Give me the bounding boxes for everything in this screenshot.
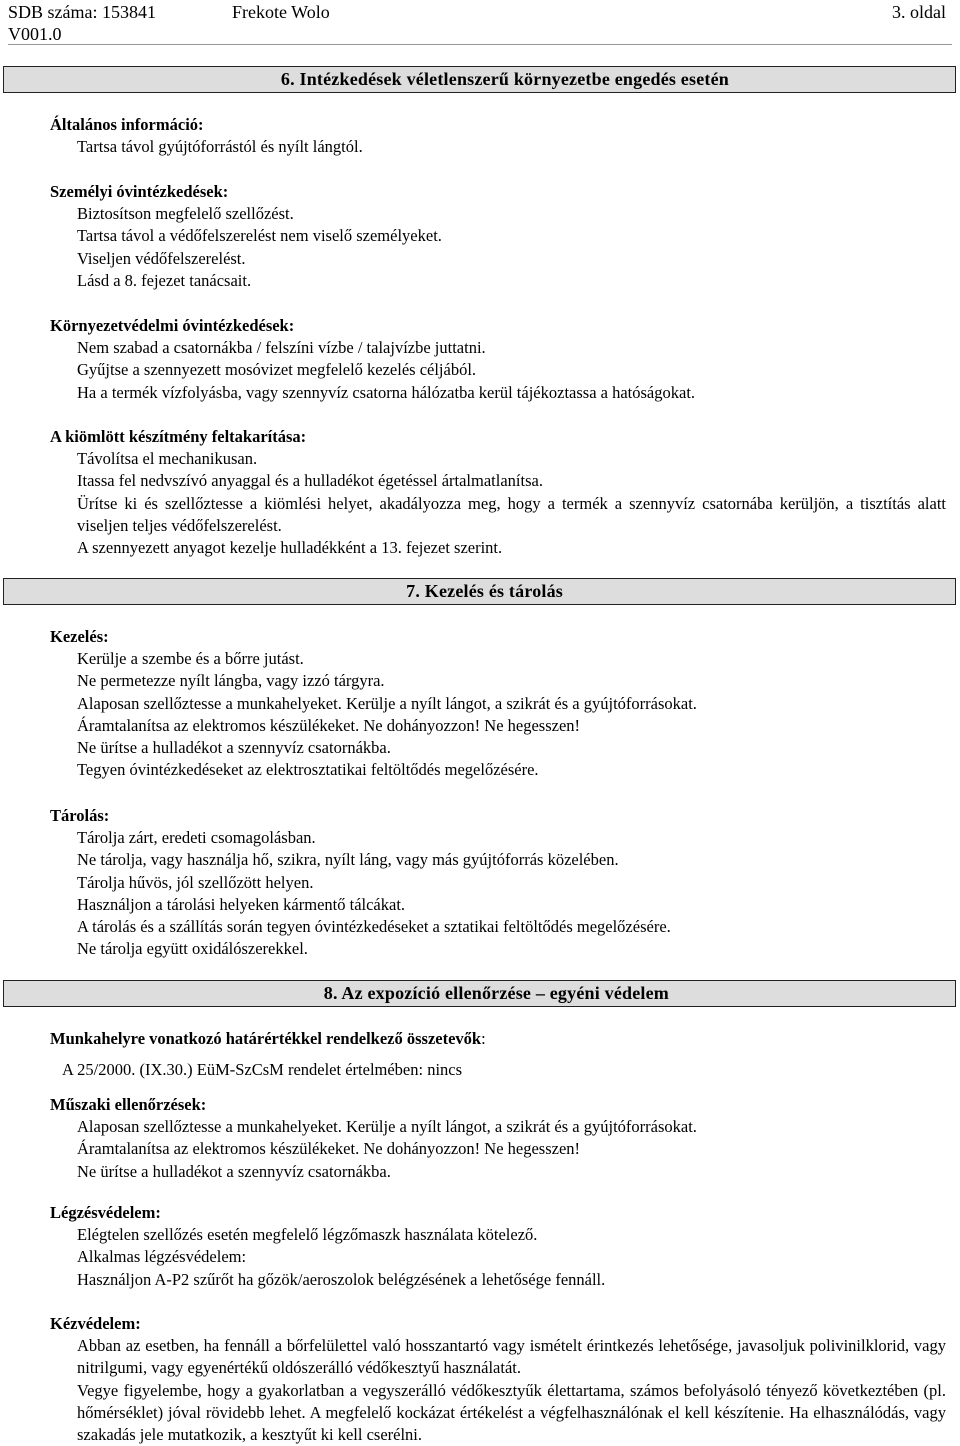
- text-line: Áramtalanítsa az elektromos készülékeket. Ne dohányozzon! Ne hegesszen!: [77, 715, 581, 735]
- section-8-title: 8. Az expozíció ellenőrzése – egyéni védelem: [323, 983, 669, 1003]
- storage-label: Tárolás:: [50, 806, 110, 825]
- text-line: Távolítsa el mechanikusan.: [77, 449, 258, 468]
- text-line: Tárolja zárt, eredeti csomagolásban.: [77, 828, 316, 847]
- general-info-label: Általános információ:: [50, 115, 204, 134]
- environmental-precautions-label: Környezetvédelmi óvintézkedések:: [50, 316, 295, 335]
- section-6-title: 6. Intézkedések véletlenszerű környezetbe engedés esetén: [280, 69, 729, 89]
- text-line: Ürítse ki és szellőztesse a kiömlési helyet, akadályozza meg, hogy a termék a szennyvíz csatornába kerüljön, a tisztítás alatt viseljen teljes védőfelszerelést.: [77, 493, 946, 535]
- hand-protection: [50, 1313, 946, 1446]
- general-info: [50, 114, 946, 158]
- text-line: Alaposan szellőztesse a munkahelyeket. Kerülje a nyílt lángot, a szikrát és a gyújtóforrásokat.: [77, 1117, 697, 1136]
- exposure-limits: [50, 1028, 946, 1082]
- personal-precautions-label: Személyi óvintézkedések:: [50, 182, 229, 201]
- text-line: Viseljen védőfelszerelést.: [77, 248, 246, 268]
- text-line: Ne permetezze nyílt lángba, vagy izzó tárgyra.: [77, 671, 385, 691]
- text-line: Ne ürítse a hulladékot a szennyvíz csatornákba.: [77, 1161, 391, 1181]
- hand-protection-label: Kézvédelem:: [50, 1314, 141, 1333]
- text-line: A 25/2000. (IX.30.) EüM-SzCsM rendelet értelmében: nincs: [62, 1060, 463, 1080]
- text-line: Alaposan szellőztesse a munkahelyeket. Kerülje a nyílt lángot, a szikrát és a gyújtóforrásokat.: [77, 693, 697, 713]
- text-line: Ne tárolja, vagy használja hő, szikra, nyílt láng, vagy más gyújtóforrás közelében.: [77, 850, 619, 870]
- section-6-heading: [3, 66, 956, 93]
- text-line: Nem szabad a csatornákba / felszíni vízbe / talajvízbe juttatni.: [77, 338, 486, 357]
- exposure-limits-colon: :: [481, 1029, 486, 1048]
- technical-controls: [50, 1094, 946, 1183]
- respiratory-protection-label: Légzésvédelem:: [50, 1203, 161, 1222]
- text-line: Tartsa távol gyújtóforrástól és nyílt lángtól.: [77, 137, 363, 156]
- text-line: Tartsa távol a védőfelszerelést nem viselő személyeket.: [77, 226, 442, 246]
- header-divider: [8, 44, 952, 45]
- text-line: Gyűjtse a szennyezett mosóvizet megfelelő kezelés céljából.: [77, 360, 477, 380]
- section-7-heading: [3, 578, 956, 605]
- section-7-title: 7. Kezelés és tárolás: [406, 581, 563, 601]
- text-line: Ha a termék vízfolyásba, vagy szennyvíz csatorna hálózatba kerül tájékoztassa a hatóságokat.: [77, 382, 696, 402]
- personal-precautions: [50, 181, 946, 292]
- text-line: Tegyen óvintézkedéseket az elektrosztatikai feltöltődés megelőzésére.: [77, 760, 539, 780]
- technical-controls-label: Műszaki ellenőrzések:: [50, 1095, 207, 1114]
- handling-label: Kezelés:: [50, 627, 109, 646]
- text-line: Kerülje a szembe és a bőrre jutást.: [77, 649, 304, 668]
- cleanup-label: A kiömlött készítmény feltakarítása:: [50, 427, 307, 446]
- respiratory-protection: [50, 1202, 946, 1291]
- text-line: Elégtelen szellőzés esetén megfelelő légzőmaszk használata kötelező.: [77, 1225, 538, 1244]
- text-line: Ne ürítse a hulladékot a szennyvíz csatornákba.: [77, 738, 391, 758]
- handling: [50, 626, 946, 782]
- exposure-limits-label: Munkahelyre vonatkozó határértékkel rendelkező összetevők: [50, 1029, 482, 1048]
- storage: [50, 805, 946, 961]
- sdb-number: SDB száma: 153841: [8, 2, 156, 22]
- text-line: Alkalmas légzésvédelem:: [77, 1247, 247, 1267]
- text-line: Használjon A-P2 szűrőt ha gőzök/aeroszolok belégzésének a lehetősége fennáll.: [77, 1269, 606, 1289]
- text-line: Ne tárolja együtt oxidálószerekkel.: [77, 939, 308, 959]
- text-line: A tárolás és a szállítás során tegyen óvintézkedéseket a sztatikai feltöltődés megelőzésére.: [77, 917, 671, 937]
- page-number: 3. oldal: [892, 2, 946, 22]
- text-line: Abban az esetben, ha fennáll a bőrfelülettel való hosszantartó vagy ismételt érintkezés lehetősége, javasoljuk polivinilklorid, vagy nitrilgumi, vagy egyenértékű oldószerálló védőkesztyű használatát.: [77, 1336, 946, 1378]
- text-line: Vegye figyelembe, hogy a gyakorlatban a vegyszerálló védőkesztyűk élettartama, számos befolyásoló tényező következtében (pl. hőmérséklet) jóval rövidebb lehet. A megfelelő kockázat értékelést a végfelhasználónak el kell készítenie. Ha elhasználódás, vagy szakadás jele mutatkozik, a kesztyűt ki kell cserélni.: [77, 1380, 946, 1445]
- product-name: Frekote Wolo: [232, 2, 330, 22]
- text-line: Lásd a 8. fejezet tanácsait.: [77, 270, 252, 290]
- text-line: Tárolja hűvös, jól szellőzött helyen.: [77, 872, 314, 892]
- page-header: [0, 0, 960, 44]
- section-8-heading: [3, 980, 956, 1007]
- text-line: Itassa fel nedvszívó anyaggal és a hulladékot égetéssel ártalmatlanítsa.: [77, 471, 543, 491]
- version: V001.0: [8, 24, 62, 44]
- text-line: Használjon a tárolási helyeken kármentő tálcákat.: [77, 894, 406, 914]
- text-line: Biztosítson megfelelő szellőzést.: [77, 204, 294, 223]
- environmental-precautions: [50, 315, 946, 404]
- text-line: Áramtalanítsa az elektromos készülékeket. Ne dohányozzon! Ne hegesszen!: [77, 1139, 581, 1159]
- cleanup: [50, 426, 946, 559]
- text-line: A szennyezett anyagot kezelje hulladékként a 13. fejezet szerint.: [77, 538, 503, 558]
